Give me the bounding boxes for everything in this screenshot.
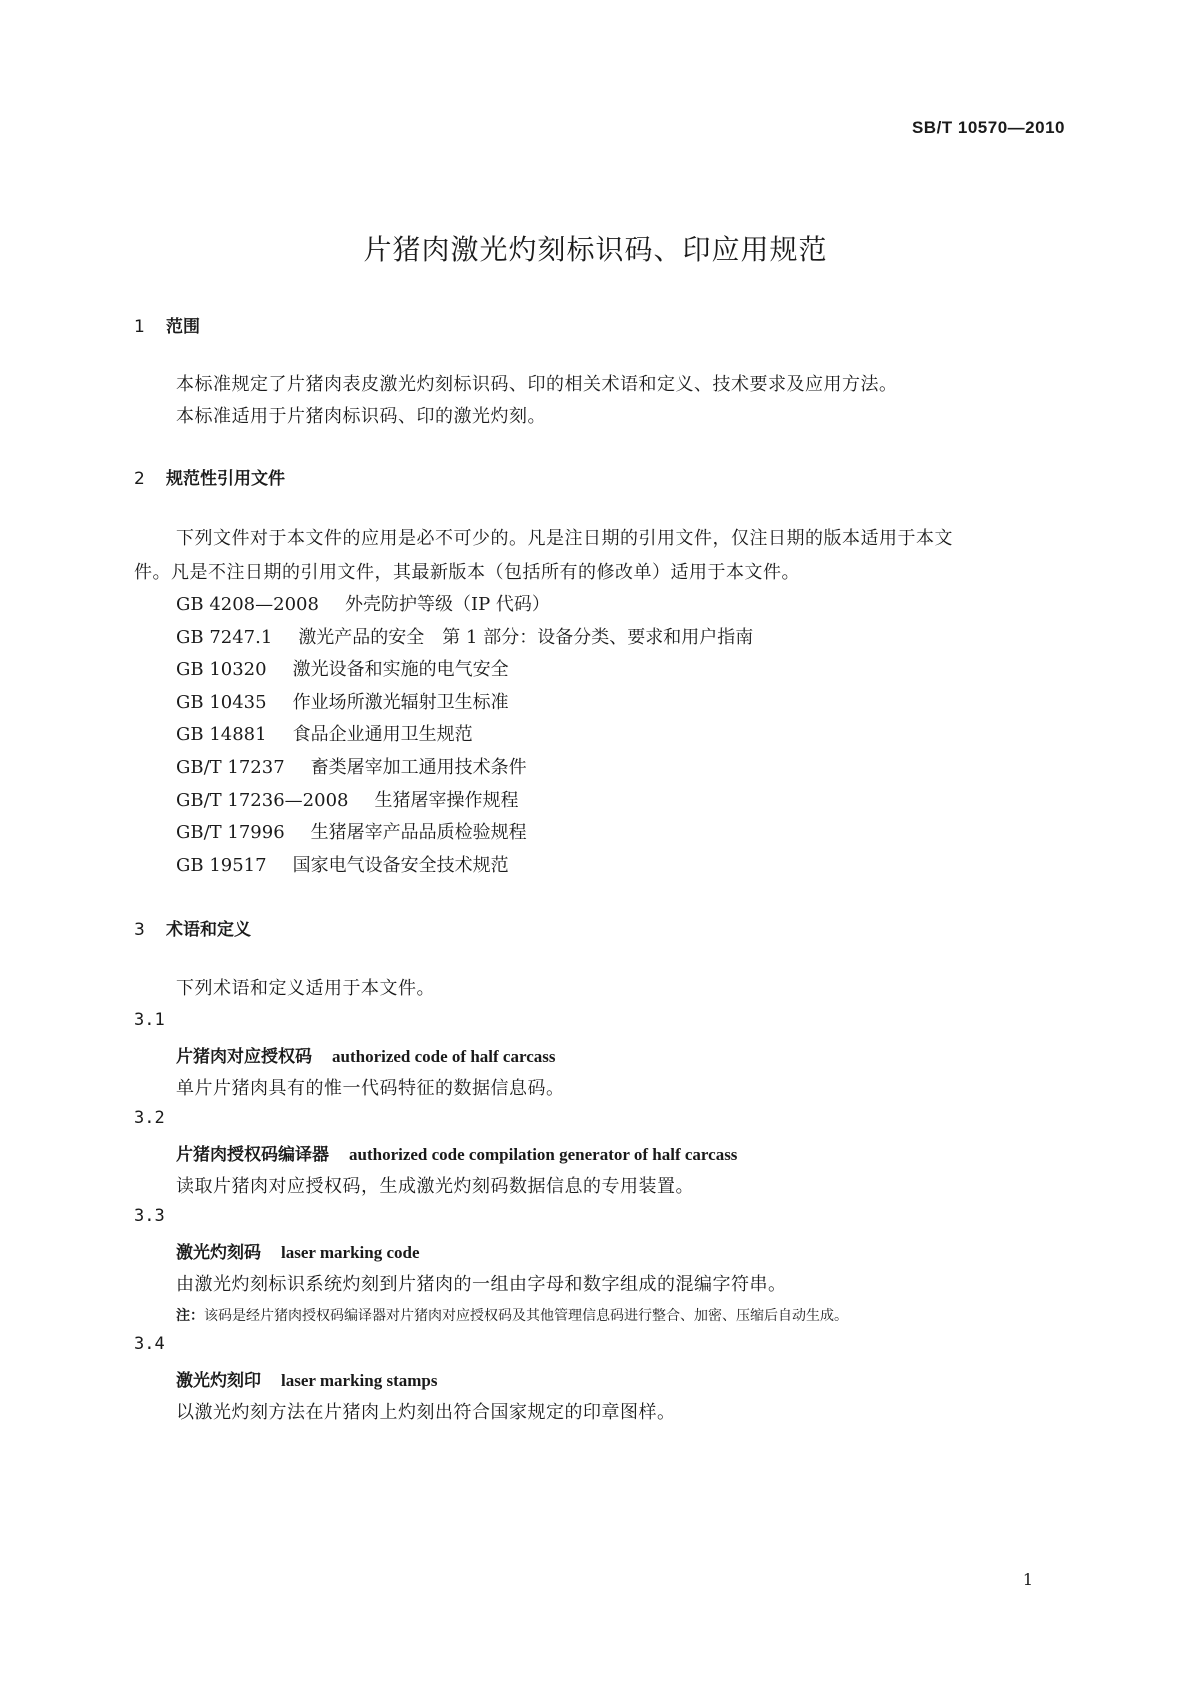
term-definition: 读取片猪肉对应授权码，生成激光灼刻码数据信息的专用装置。 bbox=[176, 1176, 694, 1197]
reference-code: GB 19517 bbox=[176, 855, 267, 876]
term-note bbox=[176, 1305, 848, 1325]
term-en: laser marking code bbox=[281, 1243, 420, 1262]
section-number: 2 bbox=[134, 469, 145, 489]
reference-title: 生猪屠宰操作规程 bbox=[374, 790, 519, 811]
note-label: 注： bbox=[176, 1308, 204, 1324]
paragraph: 下列术语和定义适用于本文件。 bbox=[176, 978, 435, 999]
reference-item bbox=[176, 688, 509, 714]
reference-item bbox=[176, 590, 550, 616]
term-definition: 以激光灼刻方法在片猪肉上灼刻出符合国家规定的印章图样。 bbox=[176, 1402, 676, 1423]
reference-item bbox=[176, 786, 518, 812]
section-number: 1 bbox=[134, 317, 145, 337]
term-definition: 由激光灼刻标识系统灼刻到片猪肉的一组由字母和数字组成的混编字符串。 bbox=[176, 1274, 787, 1295]
reference-item bbox=[176, 720, 473, 746]
section-title: 术语和定义 bbox=[166, 920, 251, 940]
section-title: 规范性引用文件 bbox=[166, 469, 285, 489]
paragraph: 本标准规定了片猪肉表皮激光灼刻标识码、印的相关术语和定义、技术要求及应用方法。 bbox=[176, 374, 898, 395]
reference-title: 生猪屠宰产品品质检验规程 bbox=[310, 822, 527, 843]
reference-title: 激光设备和实施的电气安全 bbox=[292, 659, 509, 680]
term-zh: 片猪肉授权码编译器 bbox=[176, 1145, 329, 1165]
reference-code: GB 7247.1 bbox=[176, 627, 273, 648]
term-number: 3.4 bbox=[134, 1334, 165, 1354]
term-number: 3.3 bbox=[134, 1206, 165, 1226]
term-number: 3.1 bbox=[134, 1010, 165, 1030]
reference-title: 外壳防护等级（IP 代码） bbox=[344, 594, 550, 615]
term-zh: 激光灼刻码 bbox=[176, 1243, 261, 1263]
reference-code: GB 14881 bbox=[176, 724, 267, 745]
reference-code: GB 10435 bbox=[176, 692, 267, 713]
term-en: authorized code of half carcass bbox=[332, 1047, 556, 1066]
reference-item bbox=[176, 623, 753, 649]
section-number: 3 bbox=[134, 920, 145, 940]
section-title: 范围 bbox=[166, 317, 200, 337]
term-heading bbox=[176, 1140, 737, 1165]
reference-code: GB/T 17237 bbox=[176, 757, 285, 778]
term-number: 3.2 bbox=[134, 1108, 165, 1128]
term-en: laser marking stamps bbox=[281, 1371, 438, 1390]
reference-code: GB 10320 bbox=[176, 659, 267, 680]
term-heading bbox=[176, 1366, 437, 1391]
reference-title: 畜类屠宰加工通用技术条件 bbox=[310, 757, 527, 778]
term-heading bbox=[176, 1238, 420, 1263]
section-3-heading bbox=[134, 915, 251, 940]
document-title: 片猪肉激光灼刻标识码、印应用规范 bbox=[363, 233, 828, 266]
reference-title: 国家电气设备安全技术规范 bbox=[292, 855, 509, 876]
document-number: SB/T 10570—2010 bbox=[911, 118, 1065, 137]
term-definition: 单片片猪肉具有的惟一代码特征的数据信息码。 bbox=[176, 1078, 565, 1099]
term-heading bbox=[176, 1042, 556, 1067]
term-zh: 激光灼刻印 bbox=[176, 1371, 261, 1391]
reference-title: 作业场所激光辐射卫生标准 bbox=[292, 692, 509, 713]
term-zh: 片猪肉对应授权码 bbox=[176, 1047, 312, 1067]
term-en: authorized code compilation generator of half carcass bbox=[349, 1145, 738, 1164]
paragraph: 件。凡是不注日期的引用文件，其最新版本（包括所有的修改单）适用于本文件。 bbox=[134, 562, 800, 583]
reference-code: GB 4208—2008 bbox=[176, 594, 319, 615]
note-text: 该码是经片猪肉授权码编译器对片猪肉对应授权码及其他管理信息码进行整合、加密、压缩后自动生成。 bbox=[204, 1308, 848, 1324]
reference-title: 激光产品的安全 第 1 部分：设备分类、要求和用户指南 bbox=[298, 627, 754, 648]
section-2-heading bbox=[134, 464, 285, 489]
reference-code: GB/T 17996 bbox=[176, 822, 285, 843]
reference-item bbox=[176, 851, 509, 877]
reference-title: 食品企业通用卫生规范 bbox=[292, 724, 473, 745]
reference-item bbox=[176, 818, 527, 844]
page-number: 1 bbox=[1022, 1570, 1033, 1589]
reference-code: GB/T 17236—2008 bbox=[176, 790, 349, 811]
section-1-heading bbox=[134, 312, 200, 337]
paragraph: 下列文件对于本文件的应用是必不可少的。凡是注日期的引用文件，仅注日期的版本适用于本文 bbox=[176, 528, 953, 549]
reference-item bbox=[176, 753, 527, 779]
paragraph: 本标准适用于片猪肉标识码、印的激光灼刻。 bbox=[176, 406, 546, 427]
reference-item bbox=[176, 655, 509, 681]
